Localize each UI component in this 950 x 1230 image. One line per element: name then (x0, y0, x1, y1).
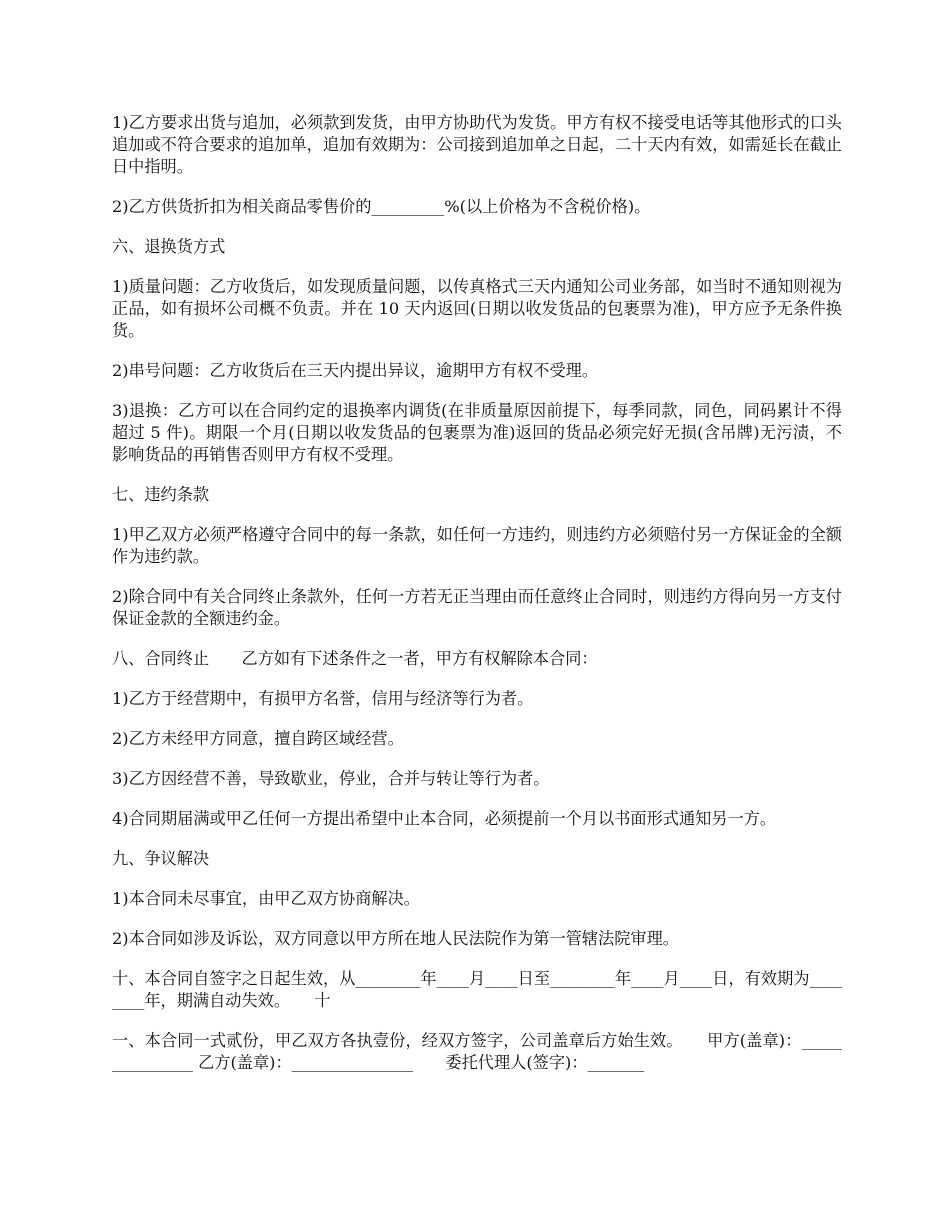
clause-effective-period: 十、本合同自签字之日起生效，从________年____月____日至________年____月____日，有效期为________年，期满自动失效。 十 (112, 969, 842, 1010)
document-page (112, 112, 842, 1092)
clause-dispute-negotiation: 1)本合同未尽事宜，由甲乙双方协商解决。 (112, 889, 420, 908)
clause-order-shipping: 1)乙方要求出货与追加，必须款到发货，由甲方协助代为发货。甲方有权不接受电话等其他形式的口头追加或不符合要求的追加单，追加有效期为：公司接到追加单之日起，二十天内有效，如需延长在截止日中指明。 (112, 113, 842, 176)
clause-serial-issue: 2)串号问题：乙方收货后在三天内提出异议，逾期甲方有权不受理。 (112, 361, 599, 380)
clause-dispute-litigation: 2)本合同如涉及诉讼，双方同意以甲方所在地人民法院作为第一管辖法院审理。 (112, 929, 679, 948)
section-heading-returns: 六、退换货方式 (112, 237, 226, 256)
section-heading-disputes: 九、争议解决 (112, 849, 210, 868)
clause-copies-and-signatures: 一、本合同一式贰份，甲乙双方各执壹份，经双方签字，公司盖章后方始生效。 甲方(盖章)：_______________ 乙方(盖章)：_______________ 委托代理人(签字)：_______ (112, 1031, 842, 1072)
section-heading-breach: 七、违约条款 (112, 485, 210, 504)
section-heading-termination: 八、合同终止 乙方如有下述条件之一者，甲方有权解除本合同： (112, 649, 598, 668)
clause-termination-notice: 4)合同期届满或甲乙任何一方提出希望中止本合同，必须提前一个月以书面形式通知另一方。 (112, 809, 777, 828)
clause-termination-closure: 3)乙方因经营不善，导致歇业，停业，合并与转让等行为者。 (112, 769, 550, 788)
clause-breach-compensation: 1)甲乙双方必须严格遵守合同中的每一条款，如任何一方违约，则违约方必须赔付另一方保证金的全额作为违约款。 (112, 525, 842, 566)
clause-exchange: 3)退换：乙方可以在合同约定的退换率内调货(在非质量原因前提下，每季同款，同色，同码累计不得超过 5 件)。期限一个月(日期以收发货品的包裹票为准)返回的货品必须完好无损(含吊牌)无污渍，不影响货品的再销售否则甲方有权不受理。 (112, 401, 842, 464)
clause-quality-issue: 1)质量问题：乙方收货后，如发现质量问题，以传真格式三天内通知公司业务部，如当时不通知则视为正品，如有损坏公司概不负责。并在 10 天内返回(日期以收发货品的包裹票为准)，甲方应予无条件换货。 (112, 277, 842, 340)
clause-termination-cross-region: 2)乙方未经甲方同意，擅自跨区域经营。 (112, 729, 404, 748)
clause-supply-discount: 2)乙方供货折扣为相关商品零售价的_________%(以上价格为不含税价格)。 (112, 197, 651, 216)
clause-termination-reputation: 1)乙方于经营期中，有损甲方名誉，信用与经济等行为者。 (112, 689, 534, 708)
clause-early-termination-penalty: 2)除合同中有关合同终止条款外，任何一方若无正当理由而任意终止合同时，则违约方得向另一方支付保证金款的全额违约金。 (112, 587, 842, 628)
